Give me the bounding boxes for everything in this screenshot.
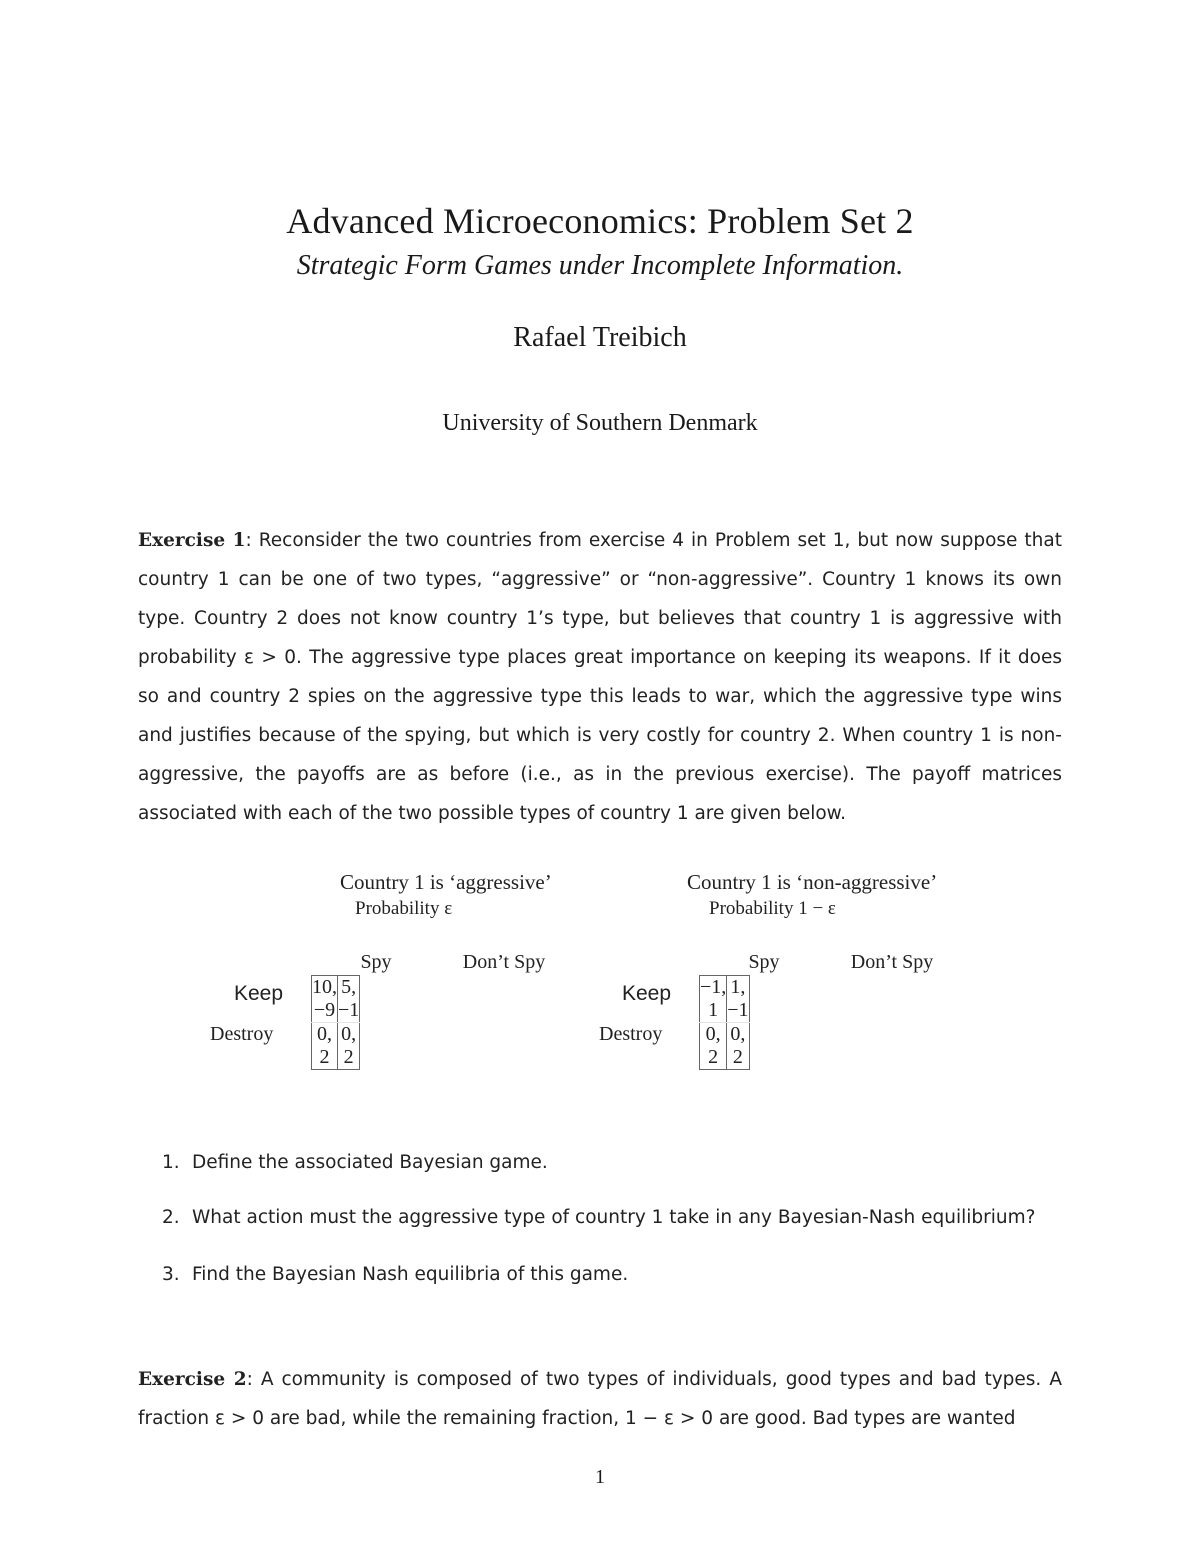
payoff-cell: 5, −1 xyxy=(338,976,360,1021)
exercise-2-text: : A community is composed of two types of individuals, good types and bad types. A fraction ε > 0 are bad, while the remaining fraction, 1 − ε > 0 are good. Bad types are wanted xyxy=(138,1369,1062,1429)
payoff-cell: 1, −1 xyxy=(727,976,749,1021)
exercise-2-paragraph xyxy=(138,1360,1062,1438)
question-text: What action must the aggressive type of country 1 take in any Bayesian-Nash equilibrium? xyxy=(192,1207,1036,1228)
question-number: 2. xyxy=(162,1207,180,1228)
payoff-cell: −1, 1 xyxy=(700,976,727,1021)
question-text: Find the Bayesian Nash equilibria of this game. xyxy=(192,1264,629,1285)
payoff-table xyxy=(311,975,360,1070)
page-number: 1 xyxy=(595,1466,605,1488)
page-subtitle: Strategic Form Games under Incomplete Information. xyxy=(296,250,904,281)
question-text: Define the associated Bayesian game. xyxy=(192,1152,548,1173)
exercise-1-text: : Reconsider the two countries from exercise 4 in Problem set 1, but now suppose that country 1 can be one of two types, “aggressive” or “non-aggressive”. Country 1 knows its own type. Country 2 does not know country 1’s type, but believes that country 1 is aggressive with probability ε > 0. The aggressive type places great importance on keeping its weapons. If it does so and country 2 spies on the aggressive type this leads to war, which the aggressive type wins and justifies because of the spying, but which is very costly for country 2. When country 1 is non-aggressive, the payoffs are as before (i.e., as in the previous exercise). The payoff matrices associated with each of the two possible types of country 1 are given below. xyxy=(138,530,1062,824)
payoff-table xyxy=(699,975,750,1070)
exercise-2-label: Exercise 2 xyxy=(138,1369,247,1390)
column-label-dont-spy: Don’t Spy xyxy=(462,951,546,973)
matrix-heading: Country 1 is ‘aggressive’ xyxy=(340,870,552,894)
author-affiliation: University of Southern Denmark xyxy=(442,410,758,436)
column-label-dont-spy: Don’t Spy xyxy=(850,951,934,973)
payoff-cell: 10, −9 xyxy=(312,976,337,1021)
question-item xyxy=(162,1152,1062,1173)
matrix-heading: Country 1 is ‘non-aggressive’ xyxy=(687,870,938,894)
payoff-cell: 0, 2 xyxy=(730,1023,746,1068)
question-number: 1. xyxy=(162,1152,180,1173)
column-label-spy: Spy xyxy=(748,951,780,973)
payoff-cell: 0, 2 xyxy=(700,1023,727,1070)
row-label-keep: Keep xyxy=(622,982,672,1005)
column-label-spy: Spy xyxy=(360,951,392,973)
author-name: Rafael Treibich xyxy=(513,322,687,353)
payoff-cell: 0, 2 xyxy=(312,1023,338,1070)
question-item xyxy=(162,1207,1062,1228)
exercise-1-paragraph xyxy=(138,521,1062,833)
row-label-destroy: Destroy xyxy=(210,1023,274,1045)
payoff-cell: 0, 2 xyxy=(341,1023,357,1068)
page-title: Advanced Microeconomics: Problem Set 2 xyxy=(286,201,914,241)
question-item xyxy=(162,1264,1062,1285)
exercise-1-label: Exercise 1 xyxy=(138,530,246,551)
matrix-probability: Probability 1 − ε xyxy=(709,898,836,919)
row-label-destroy: Destroy xyxy=(599,1023,663,1045)
matrix-probability: Probability ε xyxy=(355,898,453,919)
question-number: 3. xyxy=(162,1264,180,1285)
row-label-keep: Keep xyxy=(234,982,284,1005)
